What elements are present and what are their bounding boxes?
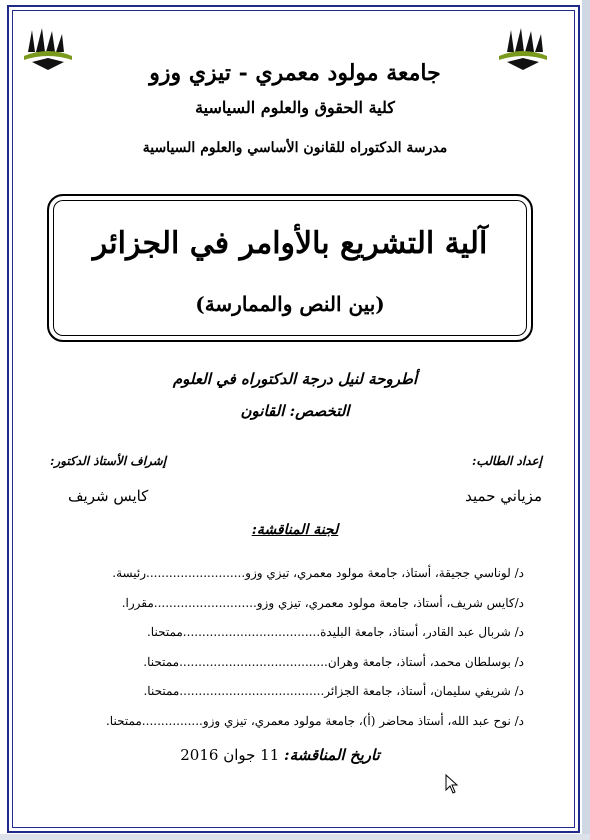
defense-date-line	[0, 746, 560, 764]
supervisor-name: كايس شريف	[68, 487, 149, 505]
student-name: مزياني حميد	[465, 487, 542, 505]
thesis-subtitle: (بين النص والممارسة)	[195, 292, 385, 316]
defense-date-label: تاريخ المناقشة:	[284, 746, 380, 764]
committee-member: د/كايس شريف، أستاذ، جامعة مولود معمري، تيزي وزو...........................مقررا.	[121, 595, 524, 610]
committee-title: لجنة المناقشة:	[251, 522, 339, 538]
faculty-name: كلية الحقوق والعلوم السياسية	[195, 98, 395, 117]
prepared-by-label: إعداد الطالب:	[471, 454, 542, 468]
committee-member: د/ نوح عبد الله، أستاذ محاضر (أ)، جامعة مولود معمري، تيزي وزو................ممتحنا.	[105, 713, 524, 728]
committee-list	[54, 563, 524, 740]
mouse-cursor-icon	[445, 774, 459, 794]
defense-date: 11 جوان 2016	[180, 746, 280, 764]
thesis-specialty: التخصص: القانون	[240, 402, 350, 420]
page-edge-bottom	[0, 834, 590, 840]
thesis-description: أطروحة لنيل درجة الدكتوراه في العلوم	[172, 370, 418, 388]
committee-member: د/ بوسلطان محمد، أستاذ، جامعة وهران.......................................ممتحنا.	[143, 654, 524, 669]
doctoral-school-name: مدرسة الدكتوراه للقانون الأساسي والعلوم السياسية	[142, 140, 448, 156]
page-edge-right	[582, 0, 590, 840]
committee-member: د/ شربال عبد القادر، أستاذ، جامعة البليدة....................................ممتحنا.	[146, 625, 524, 639]
committee-member: د/ لوناسي ججيقة، أستاذ، جامعة مولود معمري، تيزي وزو..........................رئيسة.	[112, 566, 524, 580]
committee-member: د/ شريفي سليمان، أستاذ، جامعة الجزائر......................................ممتحنا.	[143, 684, 524, 698]
title-box	[47, 194, 533, 342]
thesis-title: آلية التشريع بالأوامر في الجزائر	[92, 226, 488, 261]
supervisor-label: إشراف الأستاذ الدكتور:	[50, 454, 167, 468]
university-name: جامعة مولود معمري - تيزي وزو	[149, 60, 441, 86]
